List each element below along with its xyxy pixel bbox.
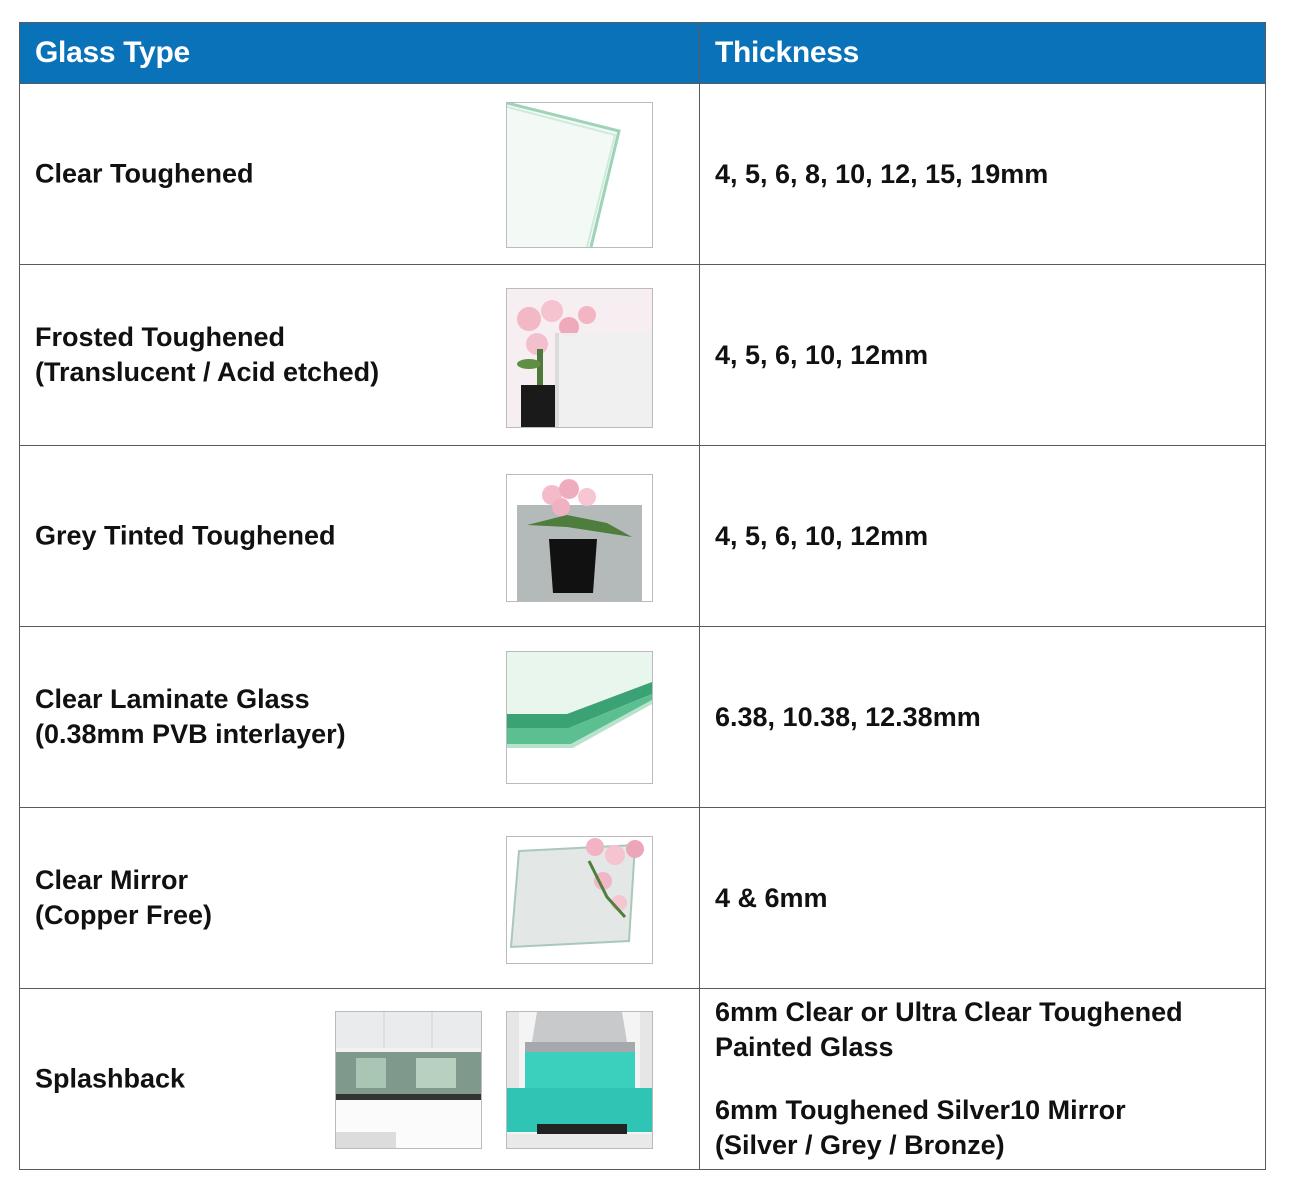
header-glass-type: Glass Type <box>20 23 700 84</box>
glass-type-name: Clear Mirror (Copper Free) <box>35 865 213 930</box>
glass-type-name: Splashback <box>35 1063 186 1094</box>
mirror-glass-image <box>506 836 653 964</box>
thickness-cell: 4 & 6mm <box>700 808 1266 989</box>
glass-type-cell <box>20 989 700 1170</box>
thickness-cell: 4, 5, 6, 10, 12mm <box>700 265 1266 446</box>
table-row <box>20 265 1266 446</box>
thickness-cell: 4, 5, 6, 8, 10, 12, 15, 19mm <box>700 84 1266 265</box>
teal-splashback-image <box>506 1011 653 1149</box>
glass-type-name: Clear Toughened <box>35 158 254 189</box>
header-thickness: Thickness <box>700 23 1266 84</box>
table-row <box>20 84 1266 265</box>
clear-glass-image <box>506 102 653 248</box>
spacer <box>715 1065 1265 1093</box>
glass-type-cell <box>20 627 700 808</box>
glass-type-cell <box>20 84 700 265</box>
thickness-cell: 6.38, 10.38, 12.38mm <box>700 627 1266 808</box>
glass-type-cell <box>20 446 700 627</box>
frosted-glass-image <box>506 288 653 428</box>
table-row <box>20 808 1266 989</box>
table-header-row <box>20 23 1266 84</box>
glass-type-cell <box>20 265 700 446</box>
glass-type-name: Frosted Toughened (Translucent / Acid etched) <box>35 322 380 387</box>
grey-tinted-glass-image <box>506 474 653 602</box>
thickness-cell: 6mm Clear or Ultra Clear Toughened Painted Glass 6mm Toughened Silver10 Mirror (Silver / Grey / Bronze) <box>700 989 1266 1170</box>
table-row <box>20 446 1266 627</box>
glass-types-table <box>19 22 1266 1170</box>
table-row <box>20 989 1266 1170</box>
glass-type-name: Clear Laminate Glass (0.38mm PVB interlayer) <box>35 684 346 749</box>
thickness-cell: 4, 5, 6, 10, 12mm <box>700 446 1266 627</box>
laminate-glass-image <box>506 651 653 784</box>
table-row <box>20 627 1266 808</box>
glass-type-name: Grey Tinted Toughened <box>35 520 336 551</box>
glass-type-cell <box>20 808 700 989</box>
kitchen-splashback-image <box>335 1011 482 1149</box>
